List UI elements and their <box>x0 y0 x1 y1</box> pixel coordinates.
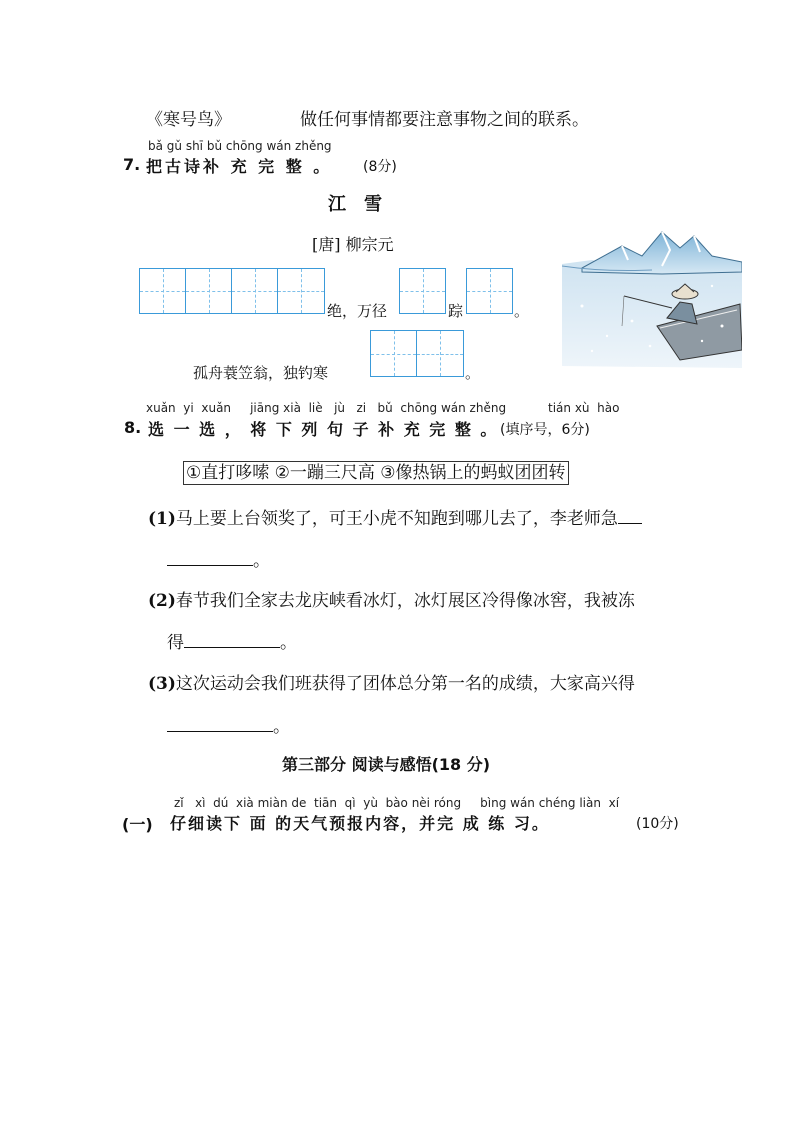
poem-line1-middle: 绝，万径 <box>327 302 388 320</box>
q8-item1-label: (1) <box>148 509 176 529</box>
q8-item3-label: (3) <box>148 674 176 694</box>
q8-item3 <box>148 669 635 694</box>
q7-number: 7. <box>123 155 141 174</box>
q8-item2-line2 <box>167 628 297 653</box>
q8-item2-end: 。 <box>280 633 297 653</box>
poem-line1-end: 踪 <box>448 302 464 320</box>
q8-item3-line2 <box>167 712 290 737</box>
q8-number: 8. <box>124 418 142 437</box>
q8-item1-text: 马上要上台领奖了，可王小虎不知跑到哪儿去了，李老师急 <box>175 509 618 529</box>
q7-score: (8分) <box>363 159 397 175</box>
poem-title: 江 雪 <box>328 194 382 215</box>
q8-item1-end: 。 <box>253 551 270 571</box>
q8-item1 <box>148 504 642 529</box>
q8-item3-text: 这次运动会我们班获得了团体总分第一名的成绩，大家高兴得 <box>175 674 635 694</box>
q8-text: 选 一 选 ， 将 下 列 句 子 补 充 完 整 。 <box>148 420 499 439</box>
q8-item3-end: 。 <box>273 717 290 737</box>
q8-item1-blank-b[interactable] <box>167 565 253 566</box>
answer-grid-line2[interactable] <box>370 330 464 377</box>
answer-grid-line1-second[interactable] <box>399 268 446 314</box>
q8-item1-line2 <box>167 546 270 571</box>
part3-title: 第三部分 阅读与感悟(18 分) <box>282 755 491 774</box>
q8-item2-blank[interactable] <box>184 647 280 648</box>
snowy-river-fisherman-illustration <box>562 226 742 368</box>
q8-score: (填序号，6分) <box>500 422 590 438</box>
poem-line2-text: 孤舟蓑笠翁，独钓寒 <box>193 364 329 382</box>
poem-line2-period: 。 <box>465 364 481 382</box>
answer-grid-line1-first[interactable] <box>139 268 325 314</box>
q8-options-box: ①直打哆嗦 ②一蹦三尺高 ③像热锅上的蚂蚁团团转 <box>183 461 569 485</box>
sec1-text: 仔细读下 面 的天气预报内容，并完 成 练 习。 <box>170 814 550 833</box>
q8-item2-label: (2) <box>148 591 176 611</box>
poem-author: [唐] 柳宗元 <box>312 235 394 254</box>
q7-text: 把古诗补 充 完 整 。 <box>146 157 333 176</box>
q8-item3-blank[interactable] <box>167 731 273 732</box>
q8-item2-cont: 得 <box>167 633 184 653</box>
sec1-pinyin: zǐ xì dú xià miàn de tiān qì yù bào nèi róng bìng wán chéng liàn xí <box>174 796 620 810</box>
moral-text: 做任何事情都要注意事物之间的联系。 <box>300 110 589 130</box>
q7-pinyin: bǎ gǔ shī bǔ chōng wán zhěng <box>148 139 332 153</box>
q8-item2-text: 春节我们全家去龙庆峡看冰灯，冰灯展区冷得像冰窖，我被冻 <box>175 591 635 611</box>
q8-pinyin: xuǎn yi xuǎn jiāng xià liè jù zi bǔ chōng wán zhěng tián xù hào <box>146 401 620 415</box>
sec1-number: (一) <box>122 815 153 834</box>
q8-item2 <box>148 586 635 611</box>
poem-line1-period: 。 <box>514 302 530 320</box>
sec1-score: (10分) <box>636 816 679 832</box>
q8-item1-blank-a[interactable] <box>618 523 642 524</box>
answer-grid-line1-third[interactable] <box>466 268 513 314</box>
poem-title-hanhaoniao: 《寒号鸟》 <box>146 110 231 130</box>
